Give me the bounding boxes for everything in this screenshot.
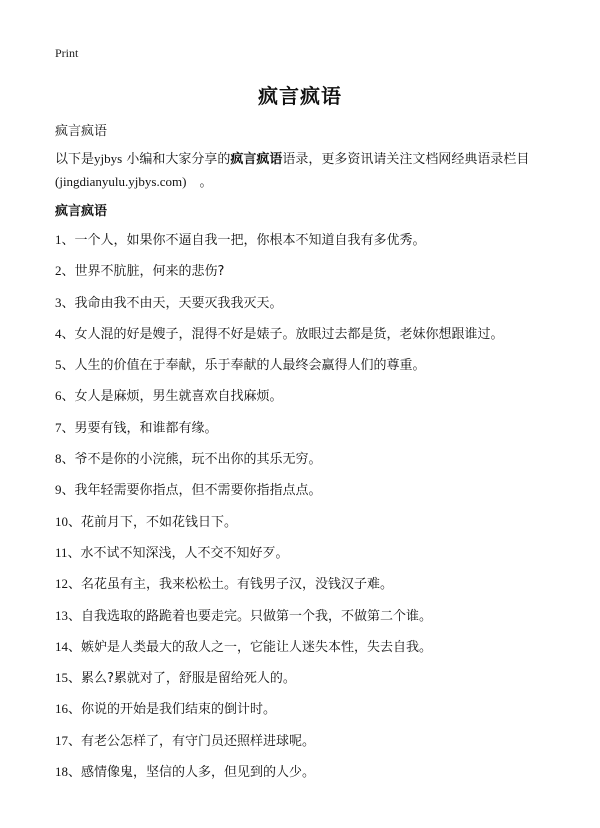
- quote-number: 9: [55, 482, 62, 498]
- quote-item: [55, 574, 575, 605]
- quote-text: 我命由我不由天，天要灭我我灭天。: [74, 295, 283, 311]
- quote-number: 18: [55, 764, 68, 780]
- quote-item: [55, 606, 575, 637]
- quote-number: 3: [55, 294, 62, 310]
- quote-item: [55, 762, 575, 793]
- quote-text: 感情像鬼，坚信的人多，但见到的人少。: [81, 765, 316, 781]
- quote-item: [55, 699, 575, 730]
- quote-text: 水不试不知深浅，人不交不知好歹。: [80, 545, 289, 561]
- quote-number: 6: [55, 388, 62, 404]
- quote-item: [55, 261, 575, 292]
- quote-item: [55, 543, 575, 574]
- quote-separator: 、: [68, 765, 82, 781]
- quote-item: [55, 637, 575, 668]
- quote-text: 女人混的好是嫂子，混得不好是婊子。放眼过去都是货，老妹你想跟谁过。: [74, 326, 504, 342]
- quote-separator: 、: [61, 358, 75, 374]
- quote-item: [55, 355, 575, 386]
- intro-paragraph: [55, 148, 550, 194]
- quote-number: 11: [55, 544, 68, 560]
- quote-separator: 、: [61, 233, 75, 248]
- quote-separator: 、: [61, 326, 75, 342]
- quote-text: 累么?累就对了，舒服是留给死人的。: [81, 671, 296, 687]
- intro-url: (jingdianyulu.yjbys.com): [55, 174, 187, 189]
- quote-item: [55, 731, 575, 762]
- quote-separator: 、: [61, 295, 75, 311]
- quote-item: [55, 418, 575, 449]
- quote-number: 16: [55, 701, 68, 717]
- quote-text: 你说的开始是我们结束的倒计时。: [81, 702, 277, 718]
- quote-separator: 、: [61, 483, 75, 499]
- quote-number: 7: [55, 419, 62, 435]
- quote-text: 爷不是你的小浣熊，玩不出你的其乐无穷。: [74, 452, 322, 468]
- quote-item: [55, 480, 575, 511]
- intro-middle: 小编和大家分享的: [122, 152, 231, 167]
- quote-item: [55, 230, 575, 261]
- quote-separator: 、: [67, 545, 81, 561]
- quote-separator: 、: [68, 671, 82, 687]
- intro-suffix: 语录，更多资讯请关注文档网经典语录栏目: [282, 152, 530, 167]
- intro-site: yjbys: [94, 151, 123, 166]
- quote-separator: 、: [68, 702, 82, 718]
- quote-item: [55, 512, 575, 543]
- quote-number: 14: [55, 638, 68, 654]
- print-link[interactable]: Print: [55, 46, 79, 60]
- quote-separator: 、: [68, 577, 82, 593]
- quote-number: 15: [55, 670, 68, 686]
- quote-number: 1: [55, 232, 62, 247]
- quote-number: 2: [55, 263, 62, 279]
- quote-number: 10: [55, 513, 68, 529]
- quote-item: [55, 293, 575, 324]
- quote-number: 17: [55, 732, 68, 748]
- intro-prefix: 以下是: [55, 152, 95, 167]
- quote-text: 一个人，如果你不逼自我一把，你根本不知道自我有多优秀。: [74, 233, 426, 248]
- quote-text: 名花虽有主，我来松松土。有钱男子汉，没钱汉子难。: [81, 577, 394, 593]
- quote-text: 我年轻需要你指点，但不需要你指指点点。: [74, 483, 322, 499]
- page-title: 疯言疯语: [258, 84, 342, 108]
- section-label: 疯言疯语: [55, 124, 108, 139]
- intro-bold-keyword: 疯言疯语: [230, 152, 283, 167]
- quote-item: [55, 449, 575, 480]
- quote-separator: 、: [61, 389, 75, 405]
- quote-text: 花前月下，不如花钱日下。: [81, 514, 238, 530]
- quote-list: [55, 230, 575, 793]
- quote-number: 4: [55, 325, 62, 341]
- quote-separator: 、: [68, 608, 82, 624]
- quote-number: 13: [55, 607, 68, 623]
- quote-text: 嫉妒是人类最大的敌人之一，它能让人迷失本性，失去自我。: [81, 639, 433, 655]
- quote-item: [55, 386, 575, 417]
- quote-number: 12: [55, 576, 68, 592]
- quote-separator: 、: [68, 733, 82, 749]
- quote-item: [55, 324, 575, 355]
- intro-end: 。: [186, 175, 213, 190]
- quote-text: 人生的价值在于奉献，乐于奉献的人最终会赢得人们的尊重。: [74, 358, 426, 374]
- quote-separator: 、: [61, 264, 75, 280]
- quote-separator: 、: [61, 452, 75, 468]
- quote-number: 5: [55, 357, 62, 373]
- quote-separator: 、: [61, 420, 75, 436]
- quotes-heading: 疯言疯语: [55, 204, 108, 219]
- quote-number: 8: [55, 451, 62, 467]
- quote-separator: 、: [68, 639, 82, 655]
- quote-item: [55, 668, 575, 699]
- quote-text: 自我选取的路跪着也要走完。只做第一个我，不做第二个谁。: [81, 608, 433, 624]
- quote-text: 女人是麻烦，男生就喜欢自找麻烦。: [74, 389, 283, 405]
- quote-text: 有老公怎样了，有守门员还照样进球呢。: [81, 733, 316, 749]
- quote-text: 男要有钱，和谁都有缘。: [74, 420, 218, 436]
- quote-separator: 、: [68, 514, 82, 530]
- quote-text: 世界不肮脏，何来的悲伤?: [74, 264, 225, 280]
